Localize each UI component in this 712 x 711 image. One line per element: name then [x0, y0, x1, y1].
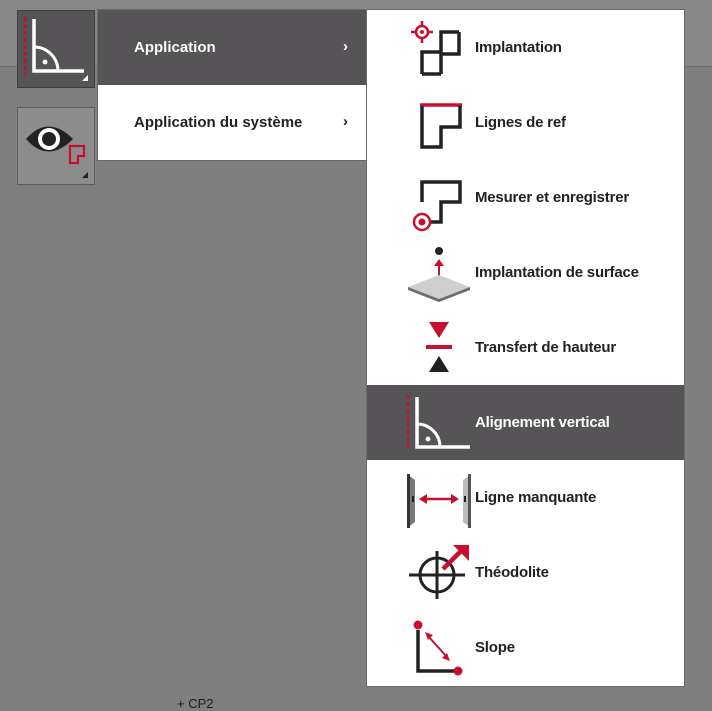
menu-item-application[interactable]: [98, 10, 366, 85]
menu-item-label: Slope: [475, 639, 515, 656]
menu-item-label: Implantation de surface: [475, 264, 639, 281]
slope-icon: [367, 610, 475, 685]
submenu-indicator-icon: [82, 75, 88, 81]
missing-line-icon: [367, 460, 475, 535]
measure-record-icon: [367, 160, 475, 235]
menu-item-theodolite[interactable]: [367, 535, 684, 610]
menu-item-slope[interactable]: [367, 610, 684, 685]
view-tool-button[interactable]: [17, 107, 95, 185]
menu-item-label: Mesurer et enregistrer: [475, 189, 630, 206]
menu-item-label: Lignes de ref: [475, 114, 566, 131]
menu-item-measure-record[interactable]: [367, 160, 684, 235]
chevron-right-icon: ›: [343, 113, 348, 130]
menu-item-implantation[interactable]: [367, 10, 684, 85]
menu-item-vertical-alignment[interactable]: [367, 385, 684, 460]
menu-item-height-transfer[interactable]: [367, 310, 684, 385]
menu-item-label: Application du système: [134, 114, 303, 131]
submenu-indicator-icon: [82, 172, 88, 178]
point-name: CP2: [188, 696, 214, 711]
menu-item-label: Ligne manquante: [475, 489, 597, 506]
theodolite-icon: [367, 535, 475, 610]
vertical-alignment-icon: [367, 385, 475, 460]
menu-item-label: Alignement vertical: [475, 414, 610, 431]
menu-item-label: Application: [134, 39, 216, 56]
reference-lines-icon: [367, 85, 475, 160]
applications-submenu: [367, 10, 684, 686]
menu-item-label: Théodolite: [475, 564, 549, 581]
surface-layout-icon: [367, 235, 475, 310]
implantation-icon: [367, 10, 475, 85]
menu-item-label: Transfert de hauteur: [475, 339, 617, 356]
menu-item-surface-layout[interactable]: [367, 235, 684, 310]
menu-item-label: Implantation: [475, 39, 562, 56]
chevron-right-icon: ›: [343, 38, 348, 55]
point-marker-icon: +: [177, 696, 185, 711]
menu-item-system-application[interactable]: [98, 85, 366, 160]
menu-item-reference-lines[interactable]: [367, 85, 684, 160]
primary-menu: [98, 10, 366, 160]
height-transfer-icon: [367, 310, 475, 385]
application-tool-button[interactable]: [17, 10, 95, 88]
menu-item-missing-line[interactable]: [367, 460, 684, 535]
